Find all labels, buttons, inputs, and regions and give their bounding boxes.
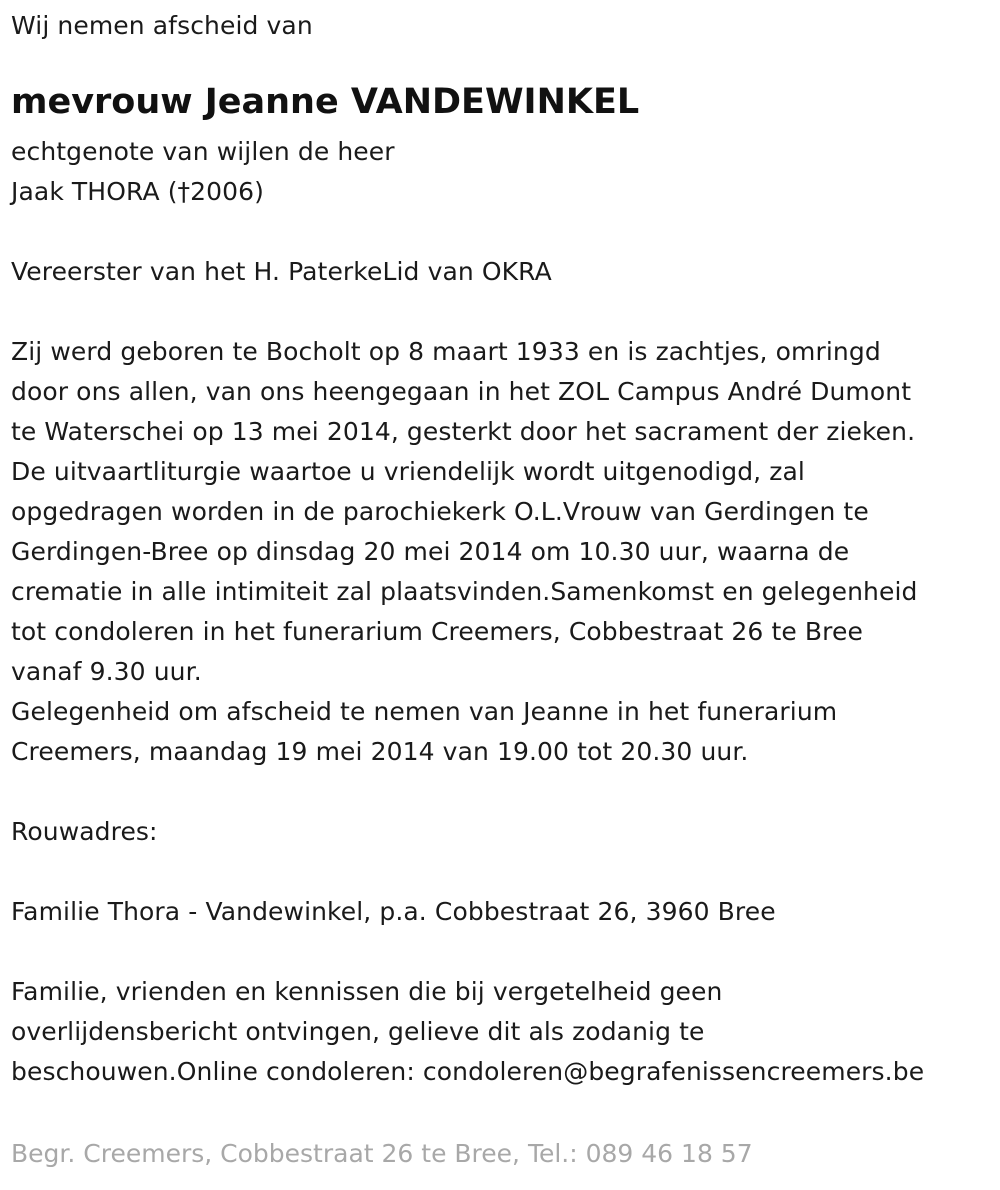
intro-text: Wij nemen afscheid van (11, 11, 313, 40)
funeral-home-footer: Begr. Creemers, Cobbestraat 26 te Bree, Tel.: 089 46 18 57 (11, 1139, 753, 1168)
spouse-line-2: Jaak THORA (†2006) (11, 177, 265, 206)
deceased-name: mevrouw Jeanne VANDEWINKEL (11, 82, 640, 122)
closing-line: beschouwen.Online condoleren: condoleren@begrafenissencreemers.be (11, 1057, 925, 1086)
body-line: Zij werd geboren te Bocholt op 8 maart 1933 en is zachtjes, omringd (11, 337, 881, 366)
spacer (11, 292, 991, 332)
body-paragraph (11, 332, 991, 772)
rouwadres-label: Rouwadres: (11, 817, 158, 846)
body-line: Gelegenheid om afscheid te nemen van Jeanne in het funerarium (11, 697, 838, 726)
deceased-name-block (11, 82, 991, 132)
body-line: opgedragen worden in de parochiekerk O.L.Vrouw van Gerdingen te (11, 497, 869, 526)
spouse-line-1: echtgenote van wijlen de heer (11, 137, 395, 166)
body-line: Creemers, maandag 19 mei 2014 van 19.00 tot 20.30 uur. (11, 737, 749, 766)
body-line: tot condoleren in het funerarium Creemers, Cobbestraat 26 te Bree (11, 617, 863, 646)
spacer (11, 932, 991, 972)
body-line: Gerdingen-Bree op dinsdag 20 mei 2014 om 10.30 uur, waarna de (11, 537, 850, 566)
body-line: door ons allen, van ons heengegaan in het ZOL Campus André Dumont (11, 377, 912, 406)
rouwadres-address: Familie Thora - Vandewinkel, p.a. Cobbestraat 26, 3960 Bree (11, 897, 776, 926)
spacer (11, 772, 991, 812)
body-line: De uitvaartliturgie waartoe u vriendelijk wordt uitgenodigd, zal (11, 457, 805, 486)
memberships: Vereerster van het H. PaterkeLid van OKRA (11, 257, 552, 286)
spacer (11, 852, 991, 892)
closing-paragraph (11, 972, 991, 1092)
body-line: crematie in alle intimiteit zal plaatsvinden.Samenkomst en gelegenheid (11, 577, 918, 606)
obituary-notice (11, 6, 991, 1092)
closing-line: Familie, vrienden en kennissen die bij vergetelheid geen (11, 977, 723, 1006)
spacer (11, 212, 991, 252)
body-line: te Waterschei op 13 mei 2014, gesterkt door het sacrament der zieken. (11, 417, 916, 446)
closing-line: overlijdensbericht ontvingen, gelieve dit als zodanig te (11, 1017, 705, 1046)
body-line: vanaf 9.30 uur. (11, 657, 202, 686)
